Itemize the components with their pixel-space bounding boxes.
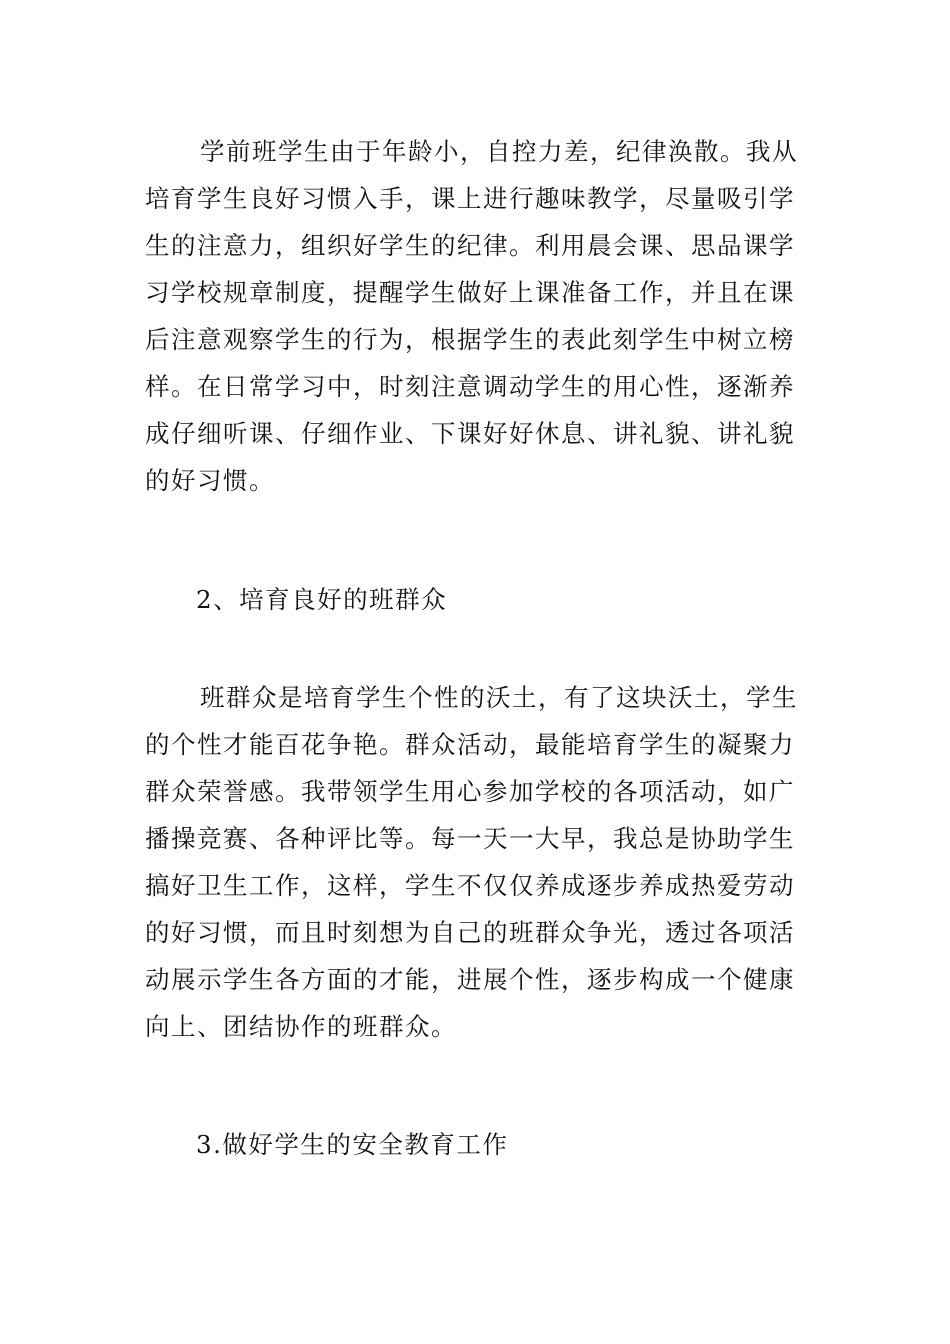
paragraph-class-collective [145, 674, 807, 1050]
paragraph-line: 习学校规章制度，提醒学生做好上课准备工作，并且在课 [145, 278, 795, 307]
section-heading-3: 3.做好学生的安全教育工作 [196, 1130, 509, 1159]
paragraph-line: 成仔细听课、仔细作业、下课好好休息、讲礼貌、讲礼貌 [145, 419, 795, 448]
paragraph-line: 的好习惯。 [145, 466, 275, 495]
paragraph-line: 的个性才能百花争艳。群众活动，最能培育学生的凝聚力 [145, 730, 795, 759]
paragraph-line: 动展示学生各方面的才能，进展个性，逐步构成一个健康 [145, 965, 795, 994]
paragraph-line: 培育学生良好习惯入手，课上进行趣味教学，尽量吸引学 [145, 184, 795, 213]
paragraph-line: 学前班学生由于年龄小，自控力差，纪律涣散。我从 [200, 137, 798, 166]
paragraph-line: 后注意观察学生的行为，根据学生的表此刻学生中树立榜 [145, 325, 795, 354]
section-heading-2: 2、培育良好的班群众 [196, 585, 448, 614]
paragraph-line: 播操竞赛、各种评比等。每一天一大早，我总是协助学生 [145, 824, 795, 853]
paragraph-line: 班群众是培育学生个性的沃土，有了这块沃土，学生 [200, 683, 798, 712]
paragraph-line: 的好习惯，而且时刻想为自己的班群众争光，透过各项活 [145, 918, 795, 947]
paragraph-line: 搞好卫生工作，这样，学生不仅仅养成逐步养成热爱劳动 [145, 871, 795, 900]
paragraph-line: 向上、团结协作的班群众。 [145, 1012, 457, 1041]
paragraph-class-discipline [145, 128, 807, 504]
paragraph-line: 群众荣誉感。我带领学生用心参加学校的各项活动，如广 [145, 777, 795, 806]
paragraph-line: 样。在日常学习中，时刻注意调动学生的用心性，逐渐养 [145, 372, 795, 401]
paragraph-line: 生的注意力，组织好学生的纪律。利用晨会课、思品课学 [145, 231, 795, 260]
